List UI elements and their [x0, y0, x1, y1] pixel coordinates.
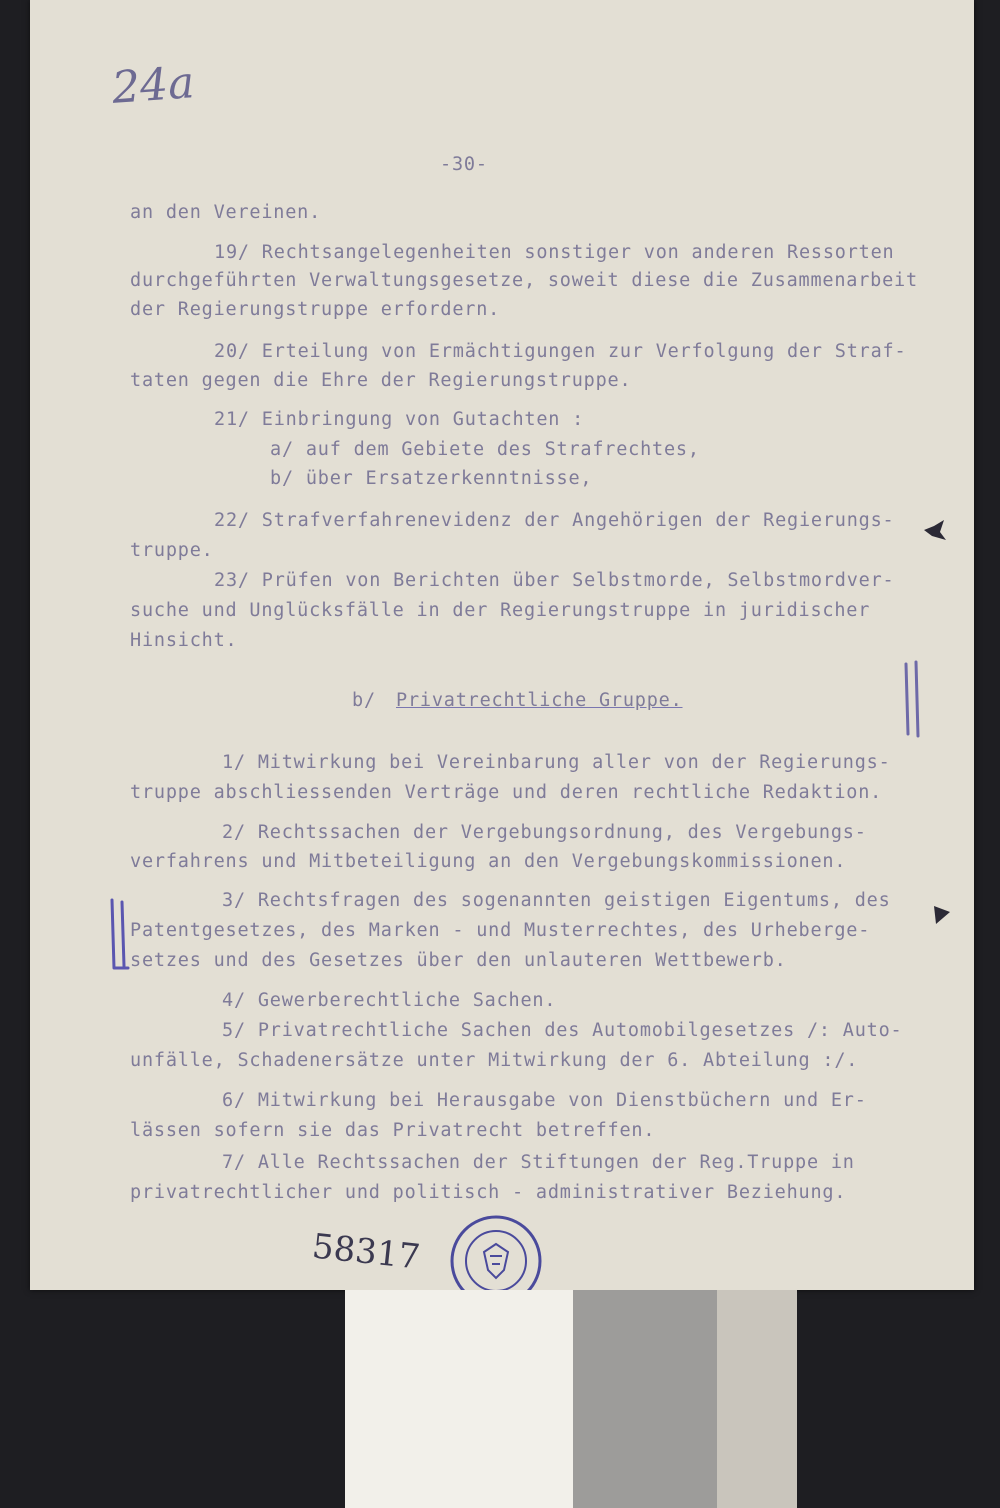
ink-blot-mark: [920, 516, 950, 546]
text-line: 6/ Mitwirkung bei Herausgabe von Dienstbüchern und Er-: [222, 1090, 867, 1111]
text-line: 1/ Mitwirkung bei Vereinbarung aller von der Regierungs-: [222, 752, 891, 773]
text-line: a/ auf dem Gebiete des Strafrechtes,: [270, 439, 700, 460]
text-line: Hinsicht.: [130, 630, 238, 651]
text-line: 21/ Einbringung von Gutachten :: [214, 409, 585, 430]
text-line: b/ über Ersatzerkenntnisse,: [270, 468, 593, 489]
text-line: 19/ Rechtsangelegenheiten sonstiger von anderen Ressorten: [214, 242, 895, 263]
text-line: setzes und des Gesetzes über den unlauteren Wettbewerb.: [130, 950, 787, 971]
text-line: taten gegen die Ehre der Regierungstruppe.: [130, 370, 632, 391]
text-line: truppe.: [130, 540, 214, 561]
document-page: [30, 0, 974, 1290]
calibration-gray-patch: [573, 1290, 717, 1508]
handwritten-folio-number: 24a: [110, 57, 196, 114]
text-line: truppe abschliessenden Verträge und deren rechtliche Redaktion.: [130, 782, 883, 803]
text-line: 4/ Gewerberechtliche Sachen.: [222, 990, 557, 1011]
text-line: suche und Unglücksfälle in der Regierungstruppe in juridischer: [130, 600, 871, 621]
section-heading: Privatrechtliche Gruppe.: [396, 690, 683, 711]
text-line: 23/ Prüfen von Berichten über Selbstmorde, Selbstmordver-: [214, 570, 895, 591]
text-line: unfälle, Schadenersätze unter Mitwirkung der 6. Abteilung :/.: [130, 1050, 859, 1071]
text-line: 22/ Strafverfahrenevidenz der Angehörigen der Regierungs-: [214, 510, 895, 531]
text-line: durchgeführten Verwaltungsgesetze, soweit diese die Zusammenarbeit: [130, 270, 918, 291]
text-line: privatrechtlicher und politisch - administrativer Beziehung.: [130, 1182, 847, 1203]
section-label: b/: [352, 690, 376, 711]
text-line: 5/ Privatrechtliche Sachen des Automobilgesetzes /: Auto-: [222, 1020, 903, 1041]
text-line: 3/ Rechtsfragen des sogenannten geistigen Eigentums, des: [222, 890, 891, 911]
margin-pencil-mark-left: [106, 896, 136, 976]
text-line: verfahrens und Mitbeteiligung an den Vergebungskommissionen.: [130, 851, 847, 872]
text-line: 7/ Alle Rechtssachen der Stiftungen der Reg.Truppe in: [222, 1152, 855, 1173]
calibration-light-patch: [717, 1290, 797, 1508]
archive-number: 58317: [310, 1226, 422, 1278]
ink-blot-mark: [928, 900, 956, 930]
text-line: 20/ Erteilung von Ermächtigungen zur Verfolgung der Straf-: [214, 341, 907, 362]
text-line: an den Vereinen.: [130, 202, 322, 223]
text-line: lässen sofern sie das Privatrecht betreffen.: [130, 1120, 656, 1141]
text-line: 2/ Rechtssachen der Vergebungsordnung, des Vergebungs-: [222, 822, 867, 843]
color-calibration-strip: [345, 1290, 797, 1508]
page-number: -30-: [440, 154, 488, 175]
margin-pencil-mark-right: [898, 660, 928, 740]
calibration-white-patch: [345, 1290, 573, 1508]
text-line: der Regierungstruppe erfordern.: [130, 299, 501, 320]
text-line: Patentgesetzes, des Marken - und Musterrechtes, des Urheberge-: [130, 920, 871, 941]
